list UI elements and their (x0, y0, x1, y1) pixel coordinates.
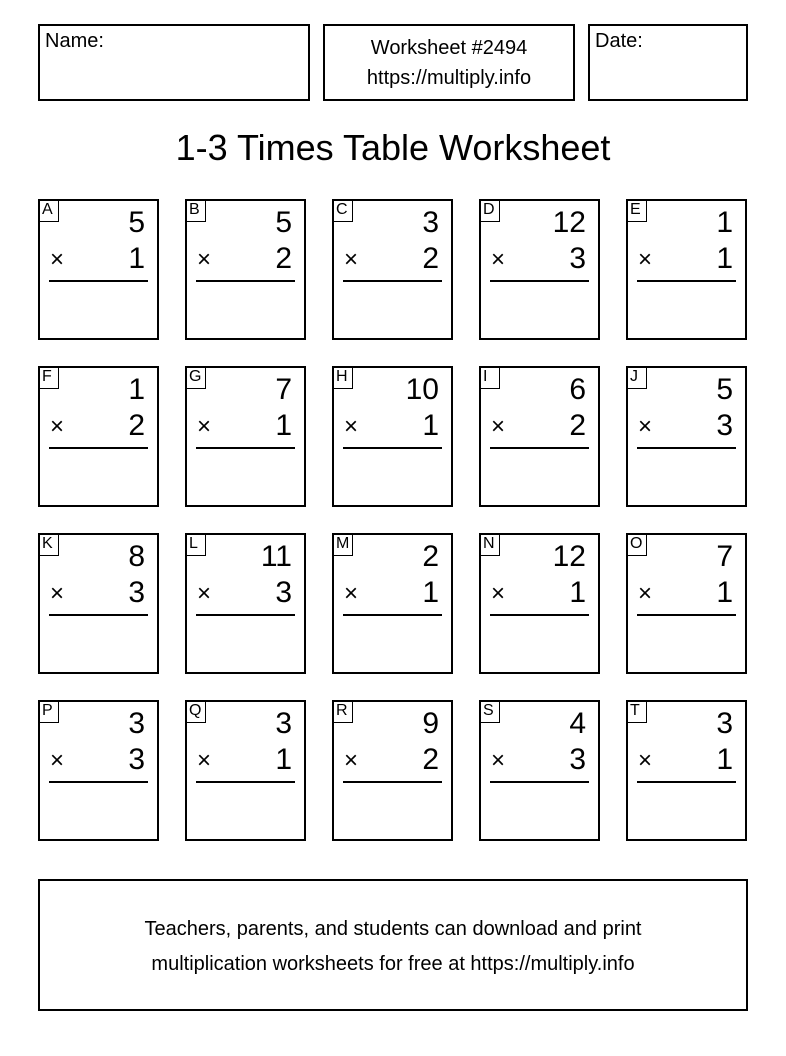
footer-line-1: Teachers, parents, and students can download and print (144, 918, 642, 940)
answer-rule (196, 447, 295, 449)
problem-card[interactable] (185, 199, 306, 340)
multiplicand: 5 (275, 206, 292, 239)
times-sign: × (197, 580, 212, 607)
times-sign: × (50, 413, 65, 440)
multiplicand: 9 (422, 707, 439, 740)
problem-card[interactable] (332, 199, 453, 340)
problem-card[interactable] (479, 199, 600, 340)
answer-rule (343, 781, 442, 783)
problem-letter: G (186, 367, 206, 389)
problem-letter: S (480, 701, 500, 723)
multiplier: 1 (422, 409, 439, 442)
multiplier: 1 (275, 409, 292, 442)
problem-card[interactable] (38, 700, 159, 841)
times-sign: × (638, 413, 653, 440)
times-sign: × (491, 747, 506, 774)
problem-card[interactable] (185, 366, 306, 507)
multiplier: 3 (569, 242, 586, 275)
worksheet-number: Worksheet #2494 (370, 37, 528, 59)
multiplicand: 2 (422, 540, 439, 573)
problem-card[interactable] (479, 366, 600, 507)
answer-rule (637, 781, 736, 783)
problem-letter: B (186, 200, 206, 222)
multiplicand: 12 (552, 206, 586, 239)
multiplicand: 3 (275, 707, 292, 740)
answer-rule (196, 614, 295, 616)
times-sign: × (491, 246, 506, 273)
answer-rule (490, 614, 589, 616)
times-sign: × (638, 747, 653, 774)
answer-rule (637, 280, 736, 282)
worksheet-info-box (323, 24, 575, 101)
times-sign: × (491, 580, 506, 607)
multiplier: 3 (569, 743, 586, 776)
problem-letter: L (186, 534, 206, 556)
worksheet-url: https://multiply.info (366, 67, 532, 89)
problem-letter: I (480, 367, 500, 389)
multiplicand: 7 (716, 540, 733, 573)
answer-rule (490, 447, 589, 449)
multiplicand: 10 (405, 373, 439, 406)
problem-letter: J (627, 367, 647, 389)
multiplier: 3 (275, 576, 292, 609)
footer-line-2: multiplication worksheets for free at https://multiply.info (151, 953, 635, 975)
times-sign: × (638, 580, 653, 607)
multiplier: 2 (422, 743, 439, 776)
problem-letter: C (333, 200, 353, 222)
problem-letter: D (480, 200, 500, 222)
multiplier: 3 (716, 409, 733, 442)
problem-letter: M (333, 534, 353, 556)
problem-letter: F (39, 367, 59, 389)
multiplicand: 1 (716, 206, 733, 239)
answer-rule (343, 447, 442, 449)
multiplier: 1 (716, 576, 733, 609)
problem-card[interactable] (626, 533, 747, 674)
problem-card[interactable] (185, 700, 306, 841)
times-sign: × (50, 747, 65, 774)
answer-rule (637, 614, 736, 616)
answer-rule (490, 280, 589, 282)
problem-card[interactable] (479, 533, 600, 674)
footer-box (38, 879, 748, 1011)
multiplier: 1 (128, 242, 145, 275)
problem-letter: K (39, 534, 59, 556)
problem-letter: E (627, 200, 647, 222)
times-sign: × (344, 413, 359, 440)
multiplicand: 3 (422, 206, 439, 239)
multiplicand: 5 (128, 206, 145, 239)
times-sign: × (50, 580, 65, 607)
problem-card[interactable] (185, 533, 306, 674)
problem-card[interactable] (38, 366, 159, 507)
multiplicand: 7 (275, 373, 292, 406)
multiplier: 1 (275, 743, 292, 776)
multiplicand: 12 (552, 540, 586, 573)
times-sign: × (197, 413, 212, 440)
multiplier: 2 (422, 242, 439, 275)
multiplicand: 11 (260, 540, 292, 573)
multiplier: 2 (128, 409, 145, 442)
problem-card[interactable] (332, 366, 453, 507)
name-box[interactable] (38, 24, 310, 101)
times-sign: × (344, 747, 359, 774)
problem-letter: O (627, 534, 647, 556)
problem-letter: H (333, 367, 353, 389)
times-sign: × (491, 413, 506, 440)
page-title: 1-3 Times Table Worksheet (175, 127, 611, 168)
problem-card[interactable] (626, 366, 747, 507)
name-label: Name: (45, 30, 104, 52)
times-sign: × (344, 246, 359, 273)
problem-letter: Q (186, 701, 206, 723)
problem-card[interactable] (626, 199, 747, 340)
answer-rule (49, 447, 148, 449)
problem-card[interactable] (38, 533, 159, 674)
multiplicand: 6 (569, 373, 586, 406)
times-sign: × (50, 246, 65, 273)
times-sign: × (638, 246, 653, 273)
problem-letter: A (39, 200, 59, 222)
date-box[interactable] (588, 24, 748, 101)
problem-letter: N (480, 534, 500, 556)
answer-rule (343, 614, 442, 616)
multiplier: 2 (275, 242, 292, 275)
answer-rule (49, 280, 148, 282)
multiplicand: 3 (128, 707, 145, 740)
problem-letter: R (333, 701, 353, 723)
times-sign: × (344, 580, 359, 607)
problem-card[interactable] (332, 533, 453, 674)
date-label: Date: (595, 30, 643, 52)
multiplier: 1 (569, 576, 586, 609)
answer-rule (196, 781, 295, 783)
answer-rule (49, 614, 148, 616)
multiplicand: 3 (716, 707, 733, 740)
multiplicand: 4 (569, 707, 586, 740)
problem-card[interactable] (479, 700, 600, 841)
answer-rule (343, 280, 442, 282)
times-sign: × (197, 246, 212, 273)
problem-letter: P (39, 701, 59, 723)
multiplier: 1 (716, 743, 733, 776)
problem-card[interactable] (332, 700, 453, 841)
multiplicand: 1 (128, 373, 145, 406)
answer-rule (196, 280, 295, 282)
multiplier: 1 (422, 576, 439, 609)
multiplicand: 8 (128, 540, 145, 573)
multiplier: 3 (128, 743, 145, 776)
times-sign: × (197, 747, 212, 774)
answer-rule (637, 447, 736, 449)
answer-rule (49, 781, 148, 783)
answer-rule (490, 781, 589, 783)
multiplicand: 5 (716, 373, 733, 406)
problem-card[interactable] (38, 199, 159, 340)
problem-card[interactable] (626, 700, 747, 841)
problem-letter: T (627, 701, 647, 723)
multiplier: 2 (569, 409, 586, 442)
multiplier: 1 (716, 242, 733, 275)
multiplier: 3 (128, 576, 145, 609)
